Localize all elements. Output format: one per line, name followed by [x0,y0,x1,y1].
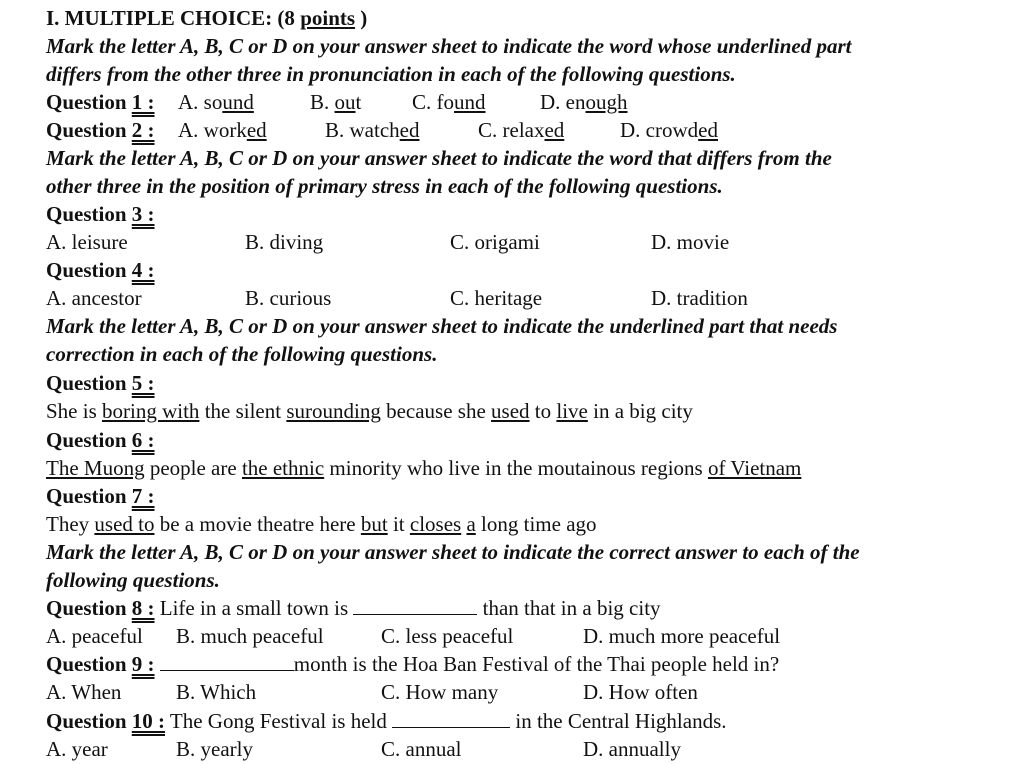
instruction-1-line-1: Mark the letter A, B, C or D on your answer sheet to indicate the word whose underlined part [46,34,852,58]
q3-option-d: D. movie [651,230,730,254]
instruction-2-line-1: Mark the letter A, B, C or D on your answer sheet to indicate the word that differs from the [46,146,832,170]
question-6: Question 6 : [46,428,155,452]
q4-option-d: D. tradition [651,286,748,310]
q1-option-b: B. out [310,90,362,114]
instruction-2-line-2: other three in the position of primary stress in each of the following questions. [46,174,723,198]
q2-option-d: D. crowded [620,118,718,142]
q8-option-c: C. less peaceful [381,624,514,648]
q10-blank [392,707,510,728]
instruction-3-line-2: correction in each of the following questions. [46,342,438,366]
q1-option-a: A. sound [178,90,254,114]
q2-option-b: B. watched [325,118,420,142]
instruction-1-line-2: differs from the other three in pronunciation in each of the following questions. [46,62,736,86]
question-4: Question 4 : [46,258,155,282]
q8-option-b: B. much peaceful [176,624,324,648]
question-8: Question 8 : Life in a small town is than that in a big city [46,596,661,620]
question-2: Question 2 : [46,118,155,142]
q6-sentence: The Muong people are the ethnic minority who live in the moutainous regions of Vietnam [46,456,802,480]
question-10: Question 10 : The Gong Festival is held in the Central Highlands. [46,709,727,733]
q10-option-b: B. yearly [176,737,253,761]
instruction-3-line-1: Mark the letter A, B, C or D on your answer sheet to indicate the underlined part that needs [46,314,838,338]
question-7: Question 7 : [46,484,155,508]
q5-sentence: She is boring with the silent surounding because she used to live in a big city [46,399,693,423]
q2-option-c: C. relaxed [478,118,565,142]
q3-option-b: B. diving [245,230,324,254]
section-title: I. MULTIPLE CHOICE: (8 points ) [46,6,368,30]
instruction-4-line-1: Mark the letter A, B, C or D on your answer sheet to indicate the correct answer to each of the [46,540,860,564]
q10-option-d: D. annually [583,737,681,761]
q8-option-a: A. peaceful [46,624,143,648]
q9-option-b: B. Which [176,680,257,704]
q4-option-c: C. heritage [450,286,543,310]
q10-option-c: C. annual [381,737,462,761]
q8-blank [353,594,477,615]
q4-option-b: B. curious [245,286,332,310]
question-3: Question 3 : [46,202,155,226]
q1-option-c: C. found [412,90,486,114]
question-5: Question 5 : [46,371,155,395]
q9-option-a: A. When [46,680,122,704]
q2-option-a: A. worked [178,118,267,142]
question-9: Question 9 : month is the Hoa Ban Festival of the Thai people held in? [46,652,780,676]
q9-option-c: C. How many [381,680,499,704]
q4-option-a: A. ancestor [46,286,142,310]
q10-option-a: A. year [46,737,108,761]
q3-option-c: C. origami [450,230,540,254]
q9-option-d: D. How often [583,680,698,704]
q8-option-d: D. much more peaceful [583,624,781,648]
q9-blank [160,650,294,671]
q3-option-a: A. leisure [46,230,128,254]
question-1: Question 1 : [46,90,155,114]
q7-sentence: They used to be a movie theatre here but it closes a long time ago [46,512,597,536]
instruction-4-line-2: following questions. [46,568,220,592]
q1-option-d: D. enough [540,90,628,114]
